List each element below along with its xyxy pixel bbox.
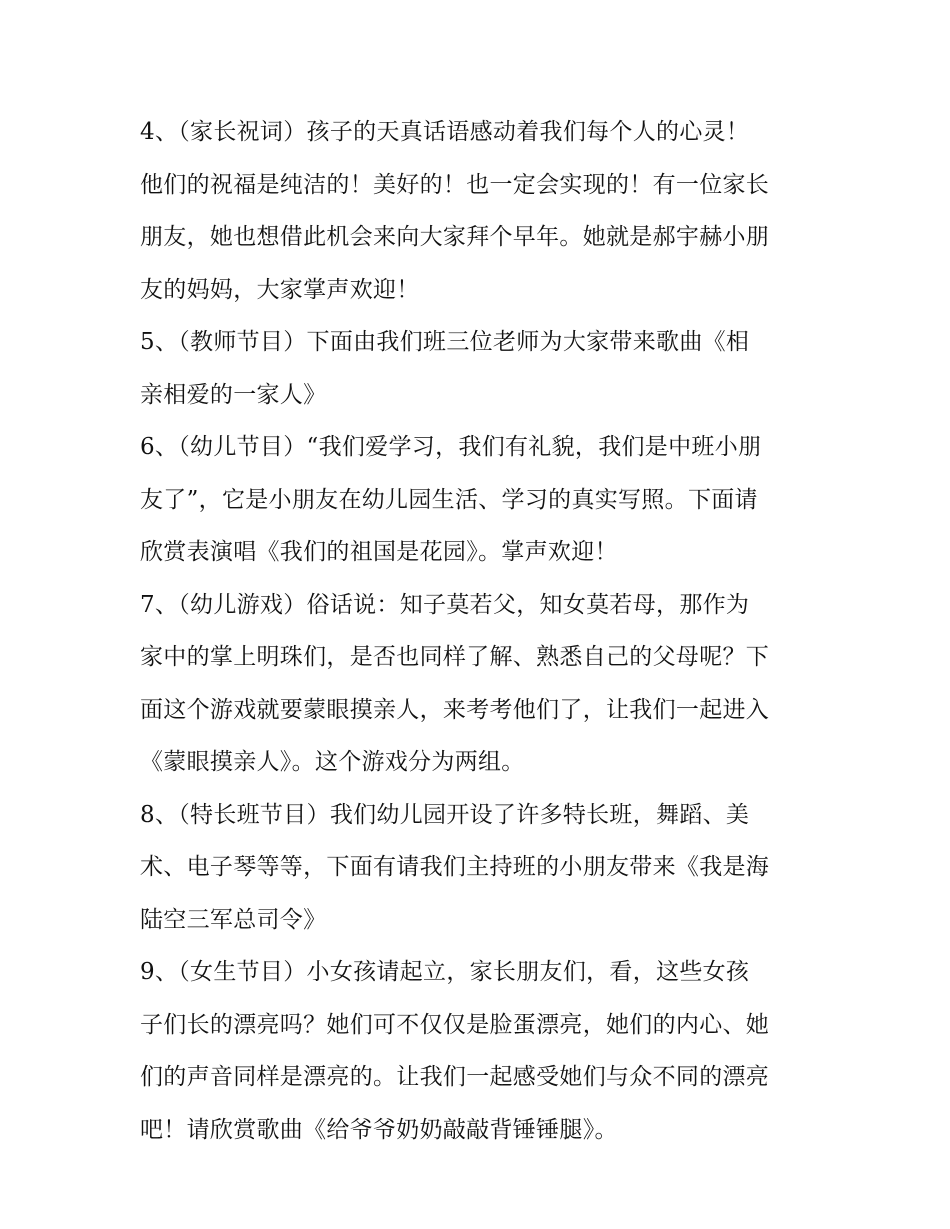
text-line: 6、（幼儿节目）“我们爱学习，我们有礼貌，我们是中班小朋 bbox=[140, 434, 762, 460]
text-line: 陆空三军总司令》 bbox=[140, 906, 327, 933]
text-line: 8、（特长班节目）我们幼儿园开设了许多特长班，舞蹈、美 bbox=[140, 801, 750, 828]
text-line: 家中的掌上明珠们，是否也同样了解、熟悉自己的父母呢？下 bbox=[140, 644, 770, 670]
text-line: 亲相爱的一家人》 bbox=[140, 381, 327, 408]
text-line: 们的声音同样是漂亮的。让我们一起感受她们与众不同的漂亮 bbox=[140, 1064, 770, 1090]
text-line: 欣赏表演唱《我们的祖国是花园》。掌声欢迎！ bbox=[140, 539, 618, 565]
text-line: 9、（女生节目）小女孩请起立，家长朋友们，看，这些女孩 bbox=[140, 959, 750, 985]
text-line: 5、（教师节目）下面由我们班三位老师为大家带来歌曲《相 bbox=[140, 329, 750, 355]
text-line: 7、（幼儿游戏）俗话说：知子莫若父，知女莫若母，那作为 bbox=[140, 591, 750, 618]
text-line: 友的妈妈，大家掌声欢迎！ bbox=[140, 276, 420, 303]
text-line: 吧！请欣赏歌曲《给爷爷奶奶敲敲背锤锤腿》。 bbox=[140, 1116, 618, 1143]
text-line: 朋友，她也想借此机会来向大家拜个早年。她就是郝宇赫小朋 bbox=[140, 224, 770, 250]
text-line: 友了”，它是小朋友在幼儿园生活、学习的真实写照。下面请 bbox=[140, 486, 758, 513]
text-line: 子们长的漂亮吗？她们可不仅仅是脸蛋漂亮，她们的内心、她 bbox=[140, 1011, 770, 1038]
text-line: 术、电子琴等等，下面有请我们主持班的小朋友带来《我是海 bbox=[140, 854, 770, 880]
text-line: 他们的祝福是纯洁的！美好的！也一定会实现的！有一位家长 bbox=[140, 171, 770, 198]
text-line: 4、（家长祝词）孩子的天真话语感动着我们每个人的心灵！ bbox=[140, 119, 750, 145]
text-line: 面这个游戏就要蒙眼摸亲人，来考考他们了，让我们一起进入 bbox=[140, 696, 770, 723]
text-line: 《蒙眼摸亲人》。这个游戏分为两组。 bbox=[140, 749, 525, 775]
document-body bbox=[140, 106, 812, 1156]
